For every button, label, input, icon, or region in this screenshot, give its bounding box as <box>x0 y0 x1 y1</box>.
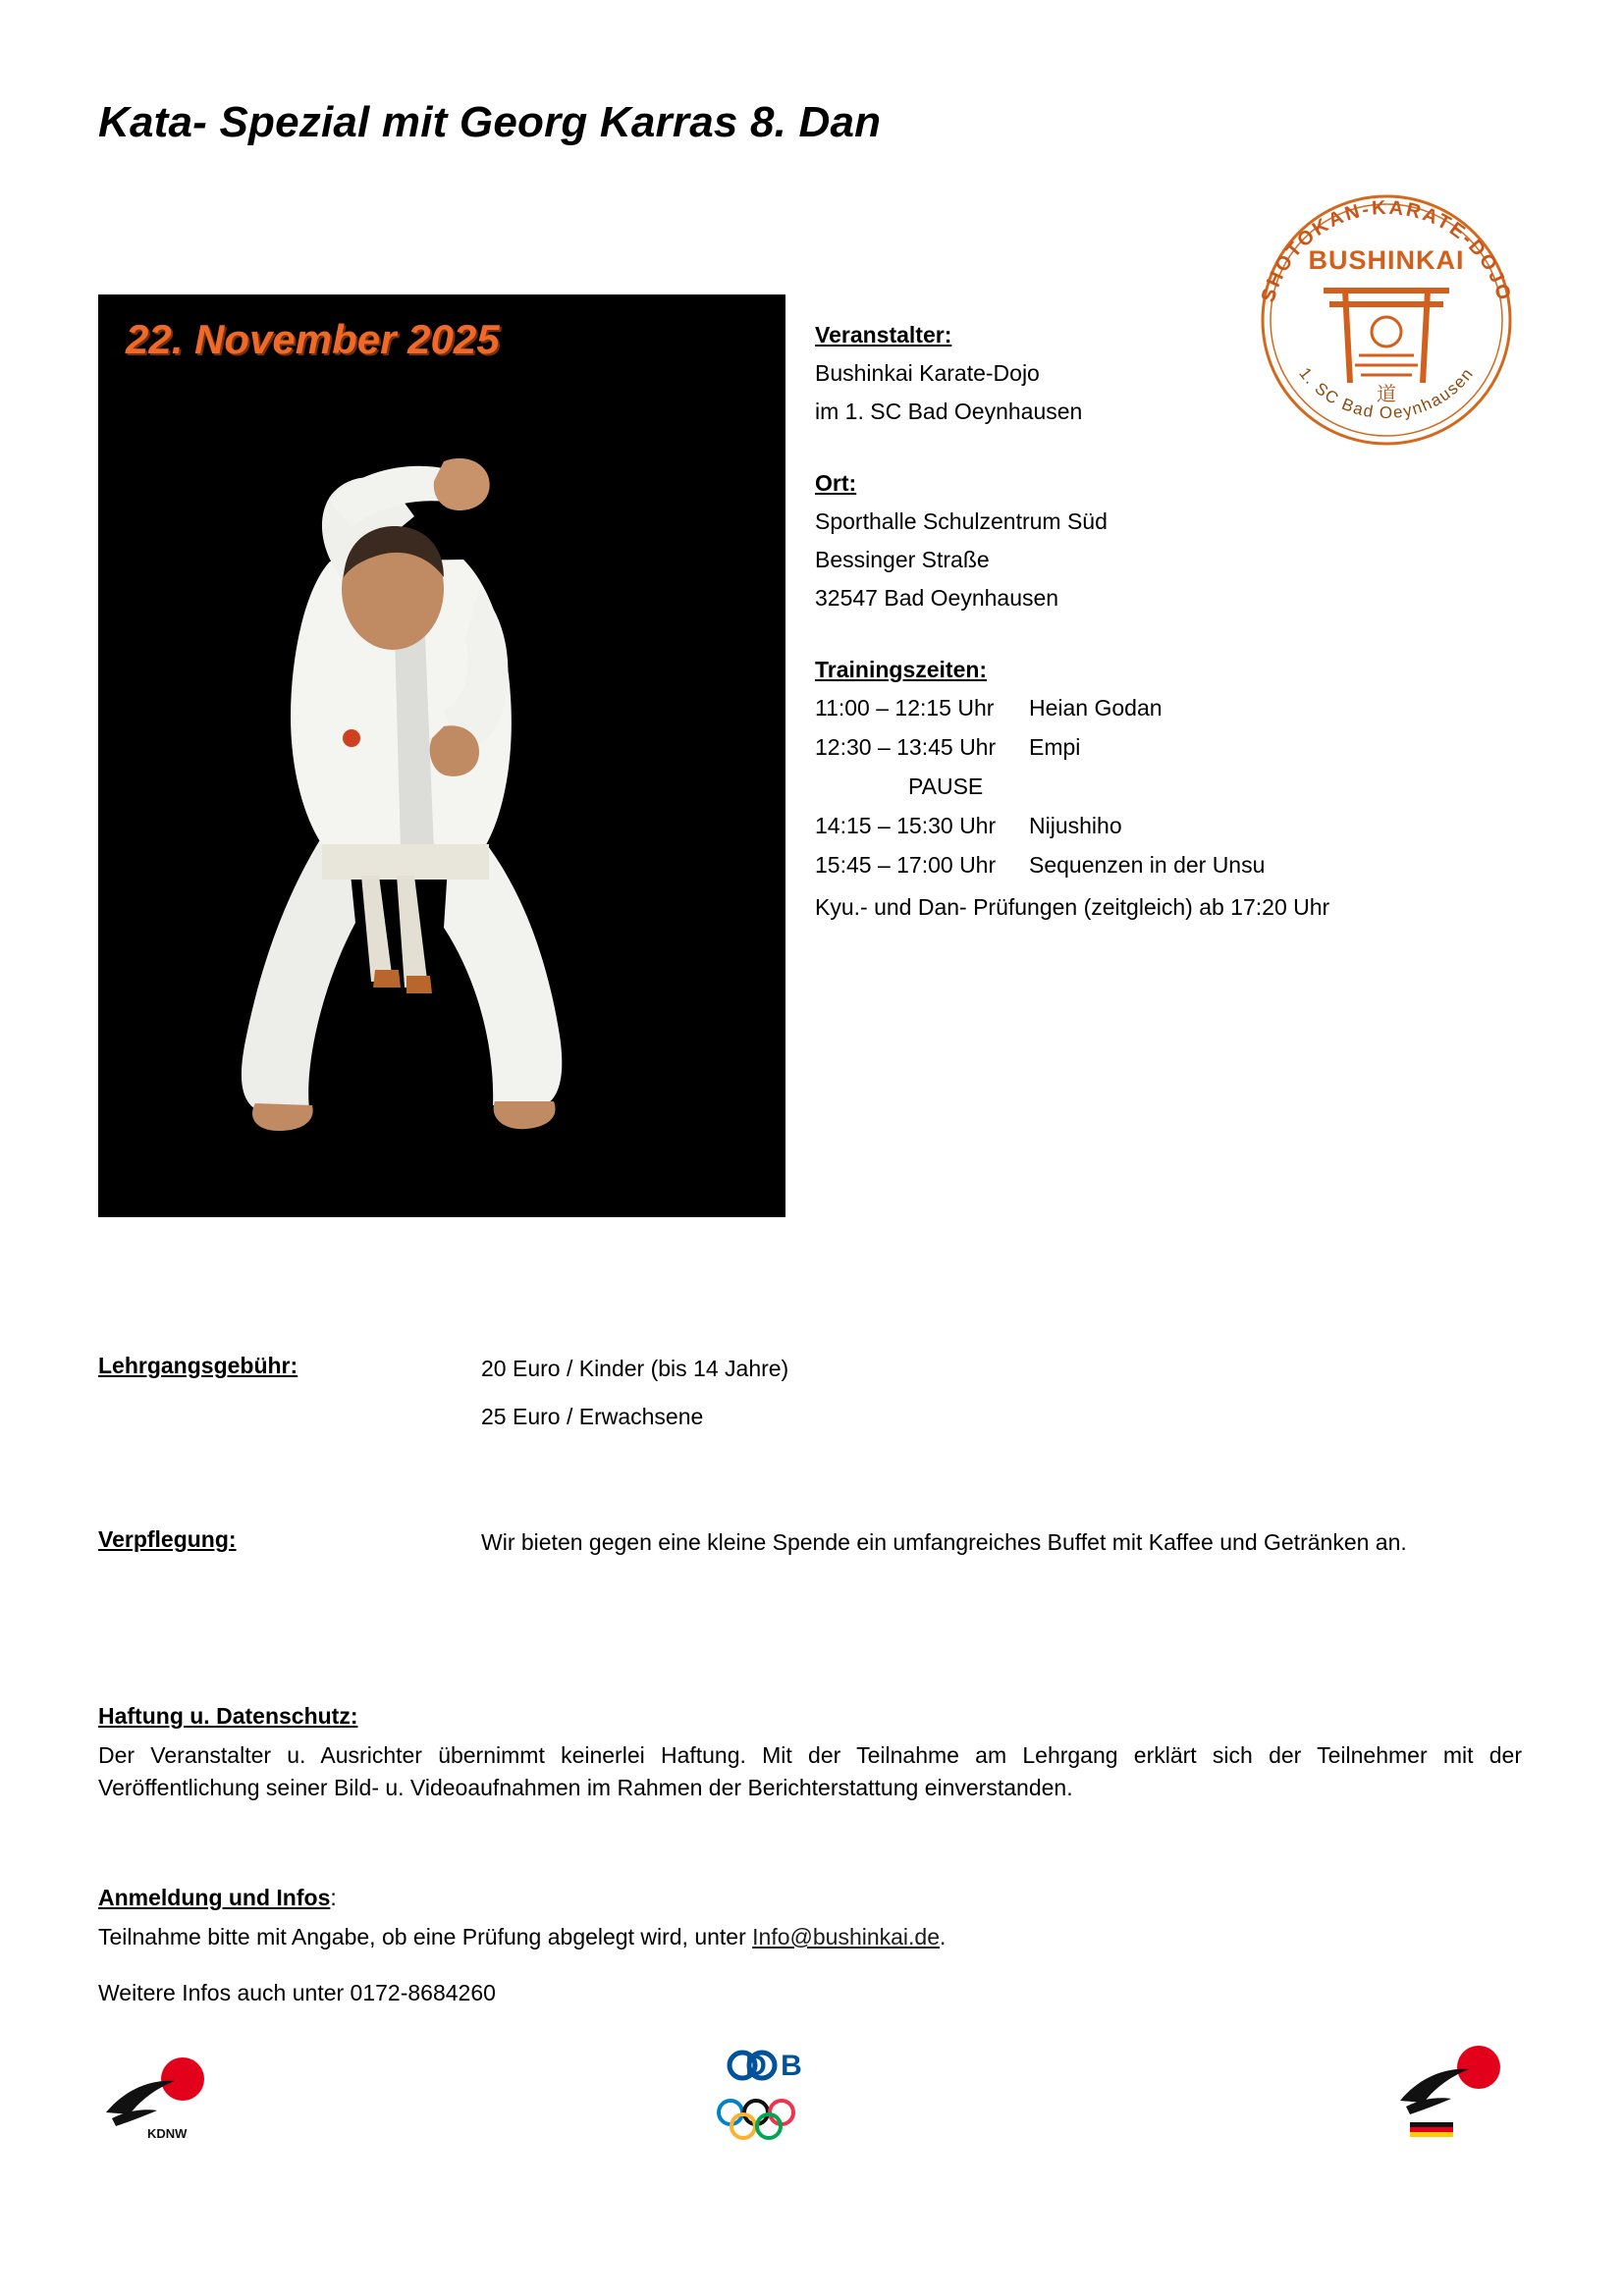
liability-section <box>98 1703 1522 1803</box>
fee-value-adults: 25 Euro / Erwachsene <box>481 1404 704 1430</box>
schedule-time: 14:15 – 15:30 Uhr <box>815 813 997 838</box>
registration-text <box>98 1921 1522 1953</box>
svg-text:B: B <box>781 2050 802 2082</box>
svg-text:1. SC Bad Oeynhausen: 1. SC Bad Oeynhausen <box>1295 363 1478 423</box>
dkv-logo <box>1392 2044 1520 2142</box>
registration-text-before: Teilnahme bitte mit Angabe, ob eine Prüfung abgelegt wird, unter <box>98 1924 753 1949</box>
event-date: 22. November 2025 <box>126 316 500 362</box>
svg-text:SHOTOKAN-KARATE-DOJO: SHOTOKAN-KARATE-DOJO <box>1257 196 1516 305</box>
kdnw-logo <box>98 2054 226 2147</box>
schedule-time: 15:45 – 17:00 Uhr <box>815 852 997 878</box>
organizer-line-2: im 1. SC Bad Oeynhausen <box>815 399 1083 424</box>
schedule-row <box>815 697 1424 720</box>
schedule-row <box>815 736 1424 759</box>
spacer-1 <box>815 439 1424 472</box>
registration-heading: Anmeldung und Infos <box>98 1885 331 1910</box>
training-schedule <box>815 697 1424 922</box>
liability-heading: Haftung u. Datenschutz: <box>98 1703 358 1729</box>
karate-photo <box>98 294 785 1217</box>
catering-value: Wir bieten gegen eine kleine Spende ein umfangreiches Buffet mit Kaffee und Getränken an. <box>481 1529 1407 1555</box>
schedule-kata: Sequenzen in der Unsu <box>1029 852 1266 878</box>
fee-values <box>481 1353 1522 1434</box>
phone-line: Weitere Infos auch unter 0172-8684260 <box>98 1979 496 2005</box>
schedule-row <box>815 815 1424 837</box>
schedule-row <box>815 854 1424 877</box>
fee-value-children: 20 Euro / Kinder (bis 14 Jahre) <box>481 1356 789 1381</box>
catering-label: Verpflegung: <box>98 1526 237 1552</box>
page-title: Kata- Spezial mit Georg Karras 8. Dan <box>98 98 882 146</box>
location-line-3: 32547 Bad Oeynhausen <box>815 585 1059 611</box>
exam-note: Kyu.- und Dan- Prüfungen (zeitgleich) ab 17:20 Uhr <box>815 894 1330 920</box>
schedule-kata: Heian Godan <box>1029 695 1163 721</box>
svg-text:D: D <box>745 2050 767 2082</box>
dosb-logo <box>697 2042 815 2155</box>
schedule-time: 12:30 – 13:45 Uhr <box>815 734 997 760</box>
registration-text-after: . <box>940 1924 947 1949</box>
svg-text:BUSHINKAI: BUSHINKAI <box>1308 245 1465 275</box>
location-line-2: Bessinger Straße <box>815 547 990 572</box>
svg-text:道: 道 <box>1377 384 1396 405</box>
event-info <box>815 324 1424 922</box>
liability-text: Der Veranstalter u. Ausrichter übernimmt keinerlei Haftung. Mit der Teilnahme am Lehrgang erklärt sich der Teilnehmer mit der Veröffentlichung seiner Bild- u. Videoaufnahmen im Rahmen der Berichterstattung einverstanden. <box>98 1742 1522 1800</box>
registration-section <box>98 1885 1522 2008</box>
fee-label: Lehrgangsgebühr: <box>98 1353 298 1378</box>
registration-heading-colon: : <box>330 1885 337 1910</box>
spacer-2 <box>815 625 1424 659</box>
schedule-pause: PAUSE <box>908 774 984 799</box>
schedule-time: 11:00 – 12:15 Uhr <box>815 695 995 721</box>
organizer-line-1: Bushinkai Karate-Dojo <box>815 360 1040 386</box>
schedule-kata: Nijushiho <box>1029 813 1122 838</box>
organizer-heading: Veranstalter: <box>815 322 952 347</box>
schedule-kata: Empi <box>1029 734 1081 760</box>
location-line-1: Sporthalle Schulzentrum Süd <box>815 508 1108 534</box>
location-heading: Ort: <box>815 470 857 496</box>
svg-text:KDNW: KDNW <box>147 2126 188 2141</box>
email-link[interactable]: Info@bushinkai.de <box>752 1924 941 1949</box>
training-heading: Trainingszeiten: <box>815 657 988 682</box>
